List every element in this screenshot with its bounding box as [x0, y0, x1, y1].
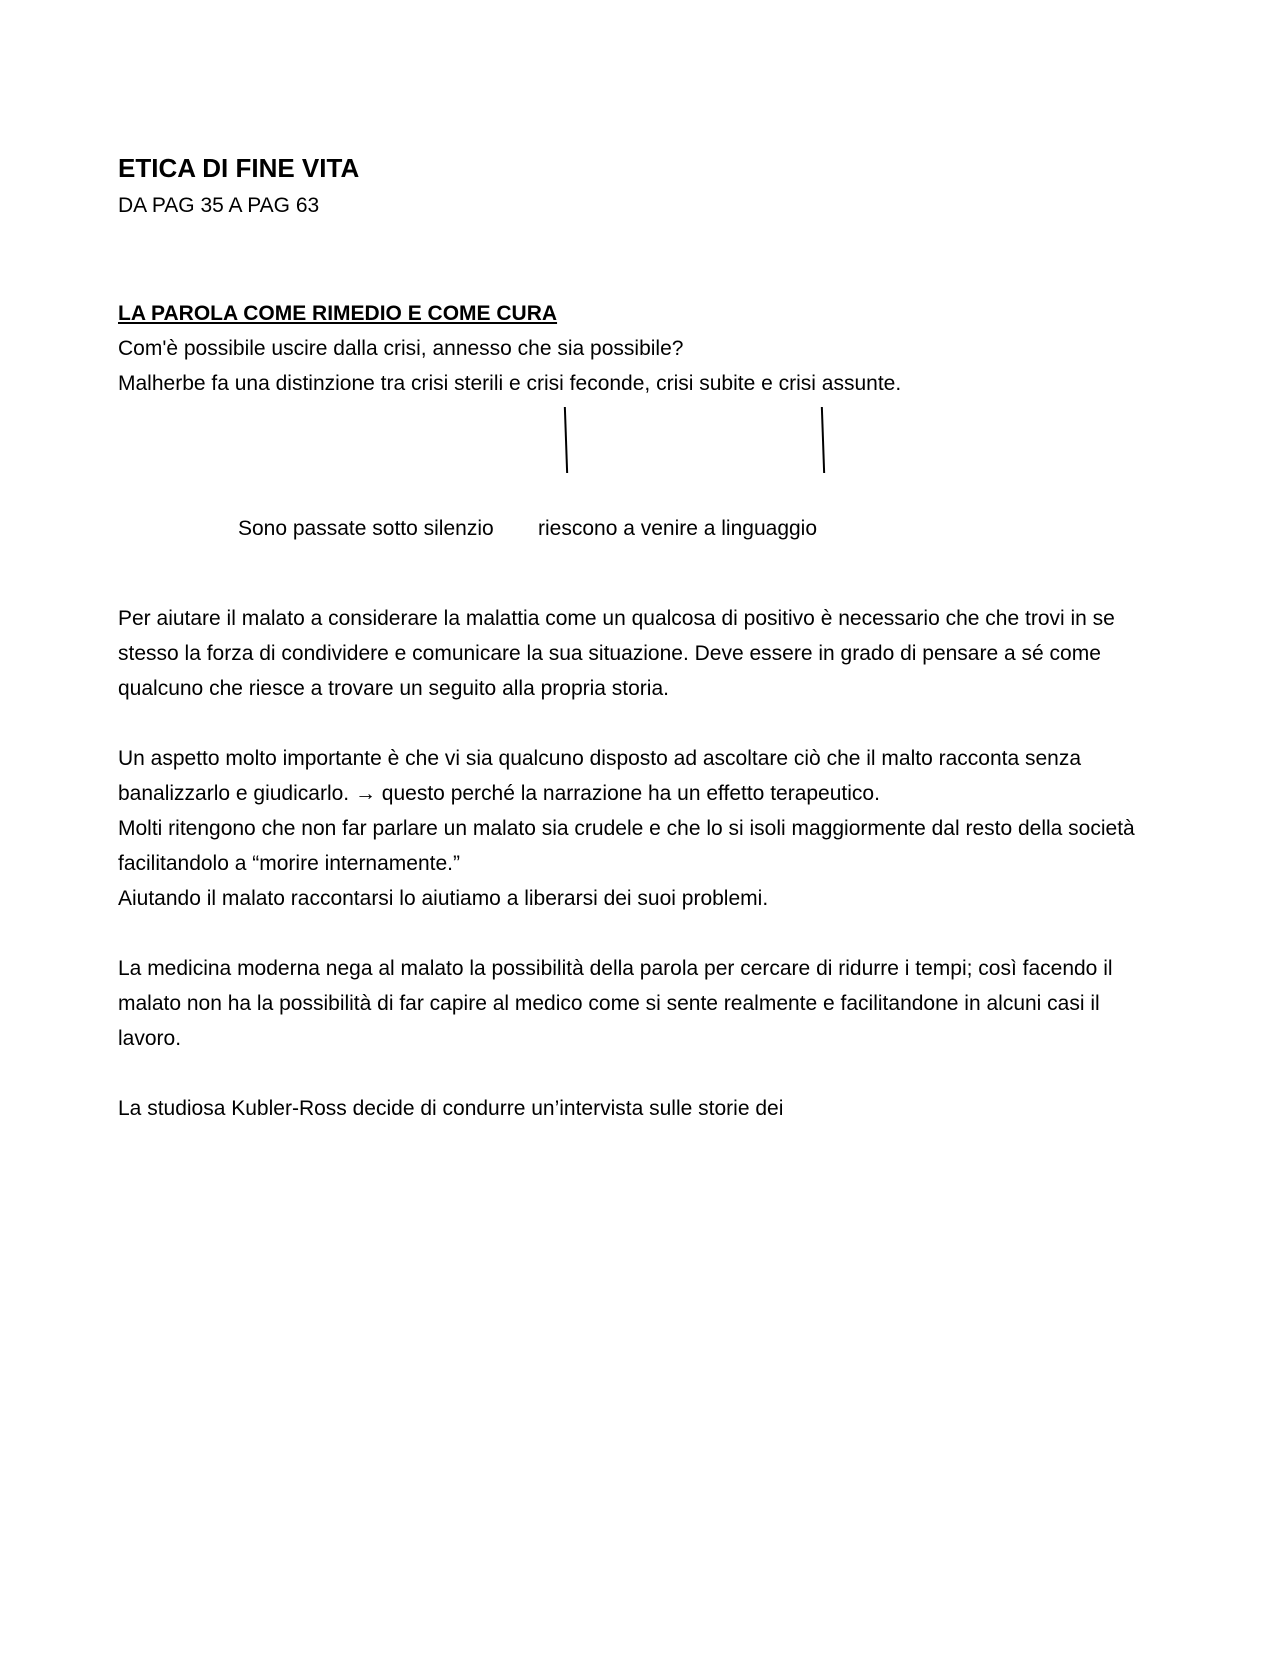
paragraph: La medicina moderna nega al malato la possibilità della parola per cercare di ridurre i tempi; così facendo il malato non ha la possibilità di far capire al medico come si sente realmente e facilitandone in alcuni casi il lavoro. [118, 957, 1113, 1050]
intro-line-distinction: Malherbe fa una distinzione tra crisi sterili e crisi feconde, crisi subite e crisi assunte. [118, 372, 902, 395]
document-content [118, 150, 1168, 1126]
paragraph: Molti ritengono che non far parlare un malato sia crudele e che lo si isoli maggiormente dal resto della società facilitandolo a “morire internamente.” [118, 817, 1135, 875]
branch-line-left [564, 407, 568, 473]
branch-label-left: Sono passate sotto silenzio [238, 517, 494, 540]
intro-line-question: Com'è possibile uscire dalla crisi, annesso che sia possibile? [118, 337, 684, 360]
paragraph: Per aiutare il malato a considerare la malattia come un qualcosa di positivo è necessario che che trovi in se stesso la forza di condividere e comunicare la sua situazione. Deve essere in grado di pensare a sé come qualcuno che riesce a trovare un seguito alla propria storia. [118, 607, 1115, 700]
body-text [118, 566, 1168, 1126]
crisis-diagram [118, 401, 1168, 540]
paragraph: Aiutando il malato raccontarsi lo aiutiamo a liberarsi dei suoi problemi. [118, 887, 769, 910]
document-subtitle: DA PAG 35 A PAG 63 [118, 194, 320, 217]
document-title: ETICA DI FINE VITA [118, 153, 360, 183]
branch-line-right [821, 407, 825, 473]
paragraph: Un aspetto molto importante è che vi sia qualcuno disposto ad ascoltare ciò che il malto racconta senza banalizzarlo e giudicarlo. → questo perché la narrazione ha un effetto terapeutico. [118, 747, 1082, 805]
branch-label-right: riescono a venire a linguaggio [538, 517, 818, 540]
paragraph: La studiosa Kubler-Ross decide di condurre un’intervista sulle storie dei [118, 1097, 784, 1120]
section-heading: LA PAROLA COME RIMEDIO E COME CURA [118, 302, 558, 325]
